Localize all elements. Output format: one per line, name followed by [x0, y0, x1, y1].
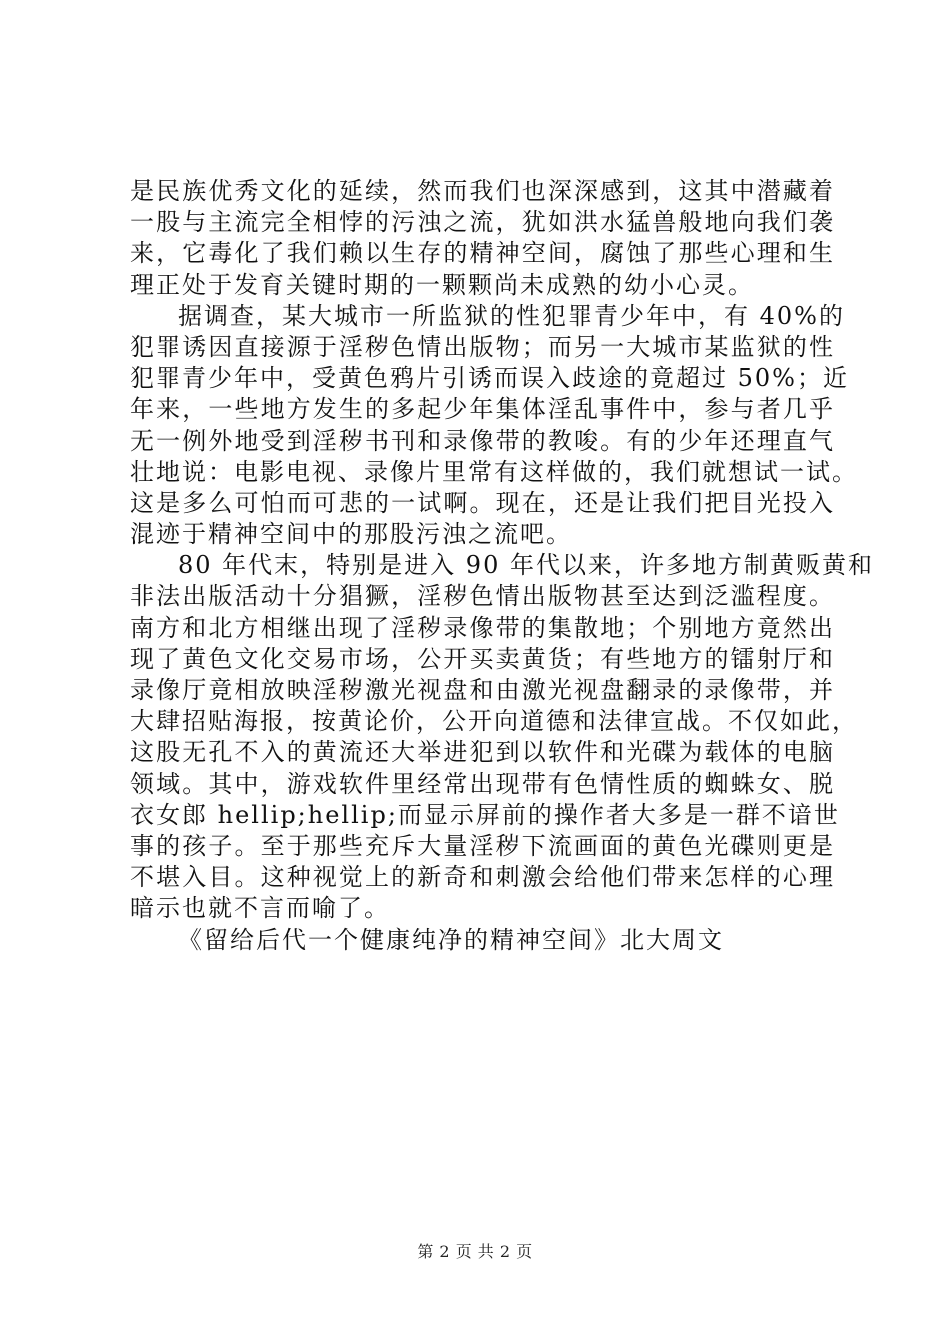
text-line: 现了黄色文化交易市场，公开买卖黄货；有些地方的镭射厅和: [130, 644, 835, 673]
text-line: 不堪入目。这种视觉上的新奇和刺激会给他们带来怎样的心理: [130, 863, 835, 892]
text-line: 一股与主流完全相悖的污浊之流，犹如洪水猛兽般地向我们袭: [130, 208, 835, 237]
text-line: 南方和北方相继出现了淫秽录像带的集散地；个别地方竟然出: [130, 613, 835, 642]
text-line: 犯罪诱因直接源于淫秽色情出版物；而另一大城市某监狱的性: [130, 332, 835, 361]
document-body: [130, 176, 874, 956]
text-line: 录像厅竟相放映淫秽激光视盘和由激光视盘翻录的录像带，并: [130, 676, 835, 704]
text-line: 混迹于精神空间中的那股污浊之流吧。: [130, 520, 572, 549]
text-line: 理正处于发育关键时期的一颗颗尚未成熟的幼小心灵。: [130, 270, 754, 299]
text-line: 大肆招贴海报，按黄论价，公开向道德和法律宣战。不仅如此，: [130, 707, 858, 736]
page-number-footer: 第 2 页 共 2 页: [417, 1242, 533, 1261]
text-line: 非法出版活动十分猖獗，淫秽色情出版物甚至达到泛滥程度。: [130, 582, 835, 611]
paragraph-start-line: 据调查，某大城市一所监狱的性犯罪青少年中，有 40%的: [178, 301, 845, 330]
paragraph-start-line: 80 年代末，特别是进入 90 年代以来，许多地方制黄贩黄和: [178, 551, 874, 580]
text-line: 这是多么可怕而可悲的一试啊。现在，还是让我们把目光投入: [130, 488, 835, 517]
text-line: 犯罪青少年中，受黄色鸦片引诱而误入歧途的竟超过 50%；近: [130, 364, 849, 393]
text-line: 事的孩子。至于那些充斥大量淫秽下流画面的黄色光碟则更是: [130, 831, 835, 860]
text-line: 暗示也就不言而喻了。: [130, 894, 390, 923]
text-line: 无一例外地受到淫秽书刊和录像带的教唆。有的少年还理直气: [130, 426, 835, 455]
text-line: 是民族优秀文化的延续，然而我们也深深感到，这其中潜藏着: [130, 177, 835, 205]
text-line: 衣女郎 hellip;hellip;而显示屏前的操作者大多是一群不谙世: [130, 800, 840, 829]
text-line: 年来，一些地方发生的多起少年集体淫乱事件中，参与者几乎: [130, 395, 835, 424]
text-line: 壮地说：电影电视、录像片里常有这样做的，我们就想试一试。: [130, 457, 858, 486]
text-line: 这股无孔不入的黄流还大举进犯到以软件和光碟为载体的电脑: [130, 738, 835, 767]
source-citation: 《留给后代一个健康纯净的精神空间》北大周文: [178, 925, 724, 954]
text-line: 领域。其中，游戏软件里经常出现带有色情性质的蜘蛛女、脱: [130, 769, 835, 798]
text-line: 来，它毒化了我们赖以生存的精神空间，腐蚀了那些心理和生: [130, 239, 835, 268]
